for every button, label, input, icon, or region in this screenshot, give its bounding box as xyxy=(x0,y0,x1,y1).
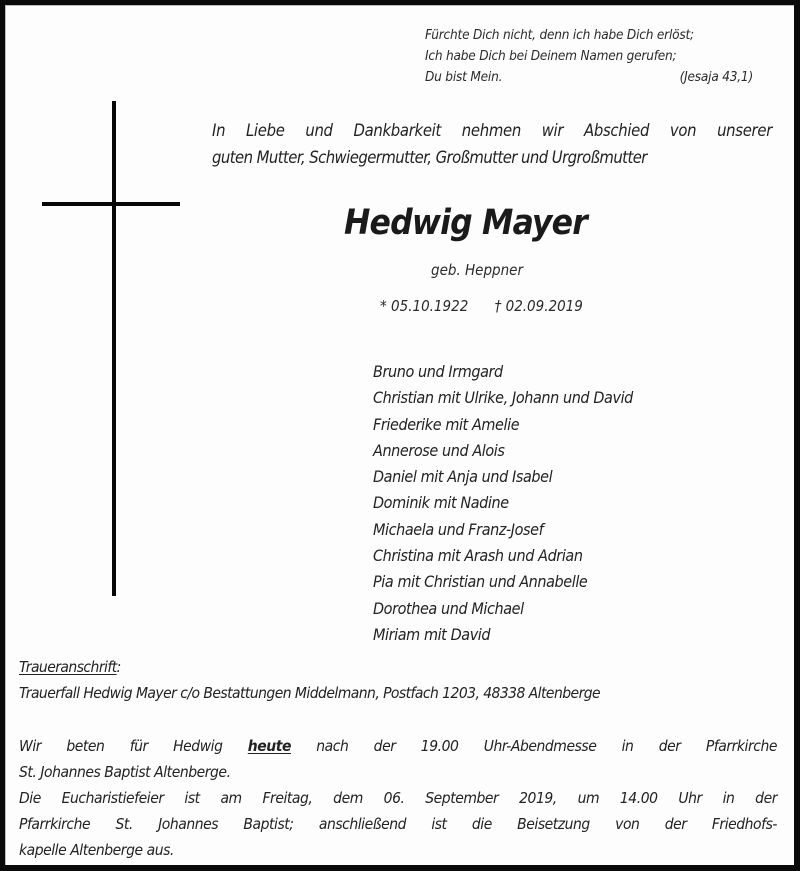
deceased-name: Hedwig Mayer xyxy=(344,203,587,243)
family-member: Christina mit Arash und Adrian xyxy=(373,546,583,566)
birth-date: * 05.10.1922 xyxy=(380,297,469,315)
verse-line: Du bist Mein. xyxy=(425,69,503,85)
family-list xyxy=(373,359,633,648)
cross-vertical-beam xyxy=(112,101,116,596)
cross-horizontal-beam xyxy=(42,202,180,206)
mass-line: Pfarrkirche St. Johannes Baptist; anschließend ist die Beisetzung von der Friedhofs- xyxy=(19,815,777,833)
obituary-notice xyxy=(5,5,794,865)
prayer-location: St. Johannes Baptist Altenberge. xyxy=(19,763,231,781)
family-member: Miriam mit David xyxy=(373,624,491,644)
intro-line: guten Mutter, Schwiegermutter, Großmutter und Urgroßmutter xyxy=(212,148,647,167)
family-member: Friederike mit Amelie xyxy=(373,414,520,434)
mass-line: kapelle Altenberge aus. xyxy=(19,841,174,859)
birth-name: geb. Heppner xyxy=(431,261,524,279)
family-member: Daniel mit Anja und Isabel xyxy=(373,467,553,487)
service-information xyxy=(19,733,777,863)
family-member: Dorothea und Michael xyxy=(373,598,524,618)
family-member: Pia mit Christian und Annabelle xyxy=(373,572,588,592)
verse-line: Fürchte Dich nicht, denn ich habe Dich erlöst; xyxy=(425,27,694,43)
address-text: Trauerfall Hedwig Mayer c/o Bestattungen Middelmann, Postfach 1203, 48338 Altenberge xyxy=(19,684,601,702)
mourning-address xyxy=(19,654,789,706)
address-heading xyxy=(19,654,789,680)
intro-line: In Liebe und Dankbarkeit nehmen wir Abschied von unserer xyxy=(212,121,772,140)
verse-line: Ich habe Dich bei Deinem Namen gerufen; xyxy=(425,48,677,64)
family-member: Bruno und Irmgard xyxy=(373,362,503,381)
bible-verse xyxy=(425,25,775,88)
address-label: Traueranschrift xyxy=(19,658,117,676)
death-date: † 02.09.2019 xyxy=(494,297,583,315)
life-dates xyxy=(380,296,583,316)
family-member: Annerose und Alois xyxy=(373,440,505,460)
mass-line: Die Eucharistiefeier ist am Freitag, dem 06. September 2019, um 14.00 Uhr in der xyxy=(19,789,777,807)
prayer-text-before: Wir beten für Hedwig xyxy=(19,737,223,755)
family-member: Christian mit Ulrike, Johann und David xyxy=(373,388,633,408)
prayer-text-after: nach der 19.00 Uhr-Abendmesse in der Pfarrkirche xyxy=(316,737,777,755)
prayer-highlight: heute xyxy=(247,737,291,755)
verse-reference: (Jesaja 43,1) xyxy=(679,69,753,85)
prayer-line xyxy=(19,733,777,759)
family-member: Dominik mit Nadine xyxy=(373,493,509,513)
address-label-colon: : xyxy=(116,658,121,676)
farewell-intro xyxy=(212,117,772,171)
family-member: Michaela und Franz-Josef xyxy=(373,519,544,539)
